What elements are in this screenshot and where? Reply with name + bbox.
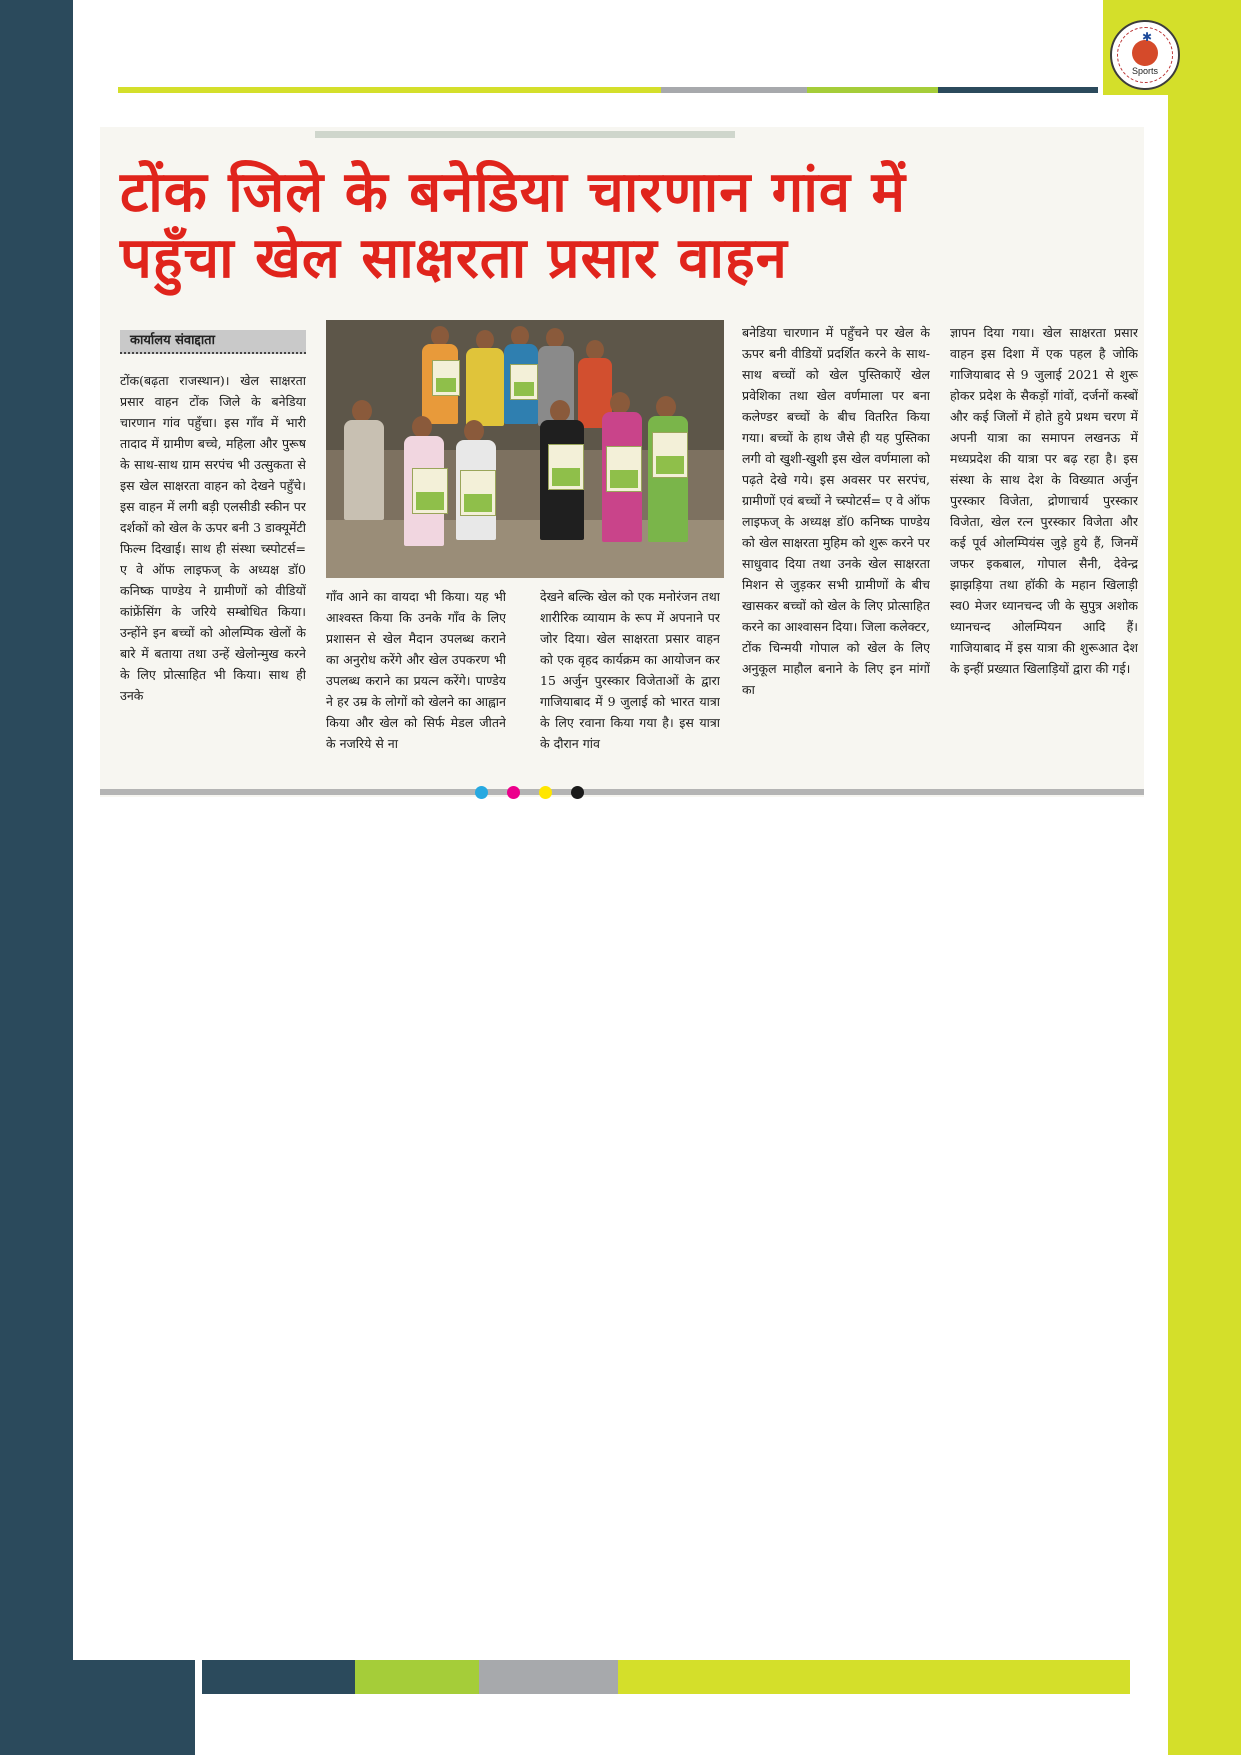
photo-booklet	[652, 432, 688, 478]
photo-head	[352, 400, 372, 422]
top-stripe-grey	[661, 87, 807, 93]
sports-logo	[1110, 20, 1180, 90]
photo-head	[431, 326, 449, 346]
print-mark-yellow	[539, 786, 552, 799]
article-column-3: देखने बल्कि खेल को एक मनोरंजन तथा शारीरिक व्यायाम के रूप में अपनाने पर जोर दिया। खेल साक्षरता प्रसार वाहन को एक वृहद कार्यक्रम का आयोजन कर 15 अर्जुन पुरस्कार विजेताओं के द्वारा गाजियाबाद में 9 जुलाई को भारत यात्रा के लिए रवाना किया गया है। इस यात्रा के दौरान गांव	[540, 589, 720, 751]
photo-booklet	[548, 444, 584, 490]
print-mark-cyan	[475, 786, 488, 799]
photo-head	[464, 420, 484, 442]
photo-head	[656, 396, 676, 418]
article-column-1: टोंक(बढ़ता राजस्थान)। खेल साक्षरता प्रसार वाहन टोंक जिले के बनेडिया चारणान गांव पहुँचा। इस गाँव में भारी तादाद में ग्रामीण बच्चे, महिला और पुरूष के साथ-साथ ग्राम सरपंच भी उत्सुकता से इस खेल साक्षरता वाहन को देखने पहुँचे। इस वाहन में लगी बड़ी एलसीडी स्कीन पर दर्शकों को खेल के ऊपर बनी 3 डाक्यूमेंटी फिल्म दिखाई। साथ ही संस्था च्स्पोटर्स= ए वे ऑफ लाइफज् के अध्यक्ष डॉ0 कनिष्क पाण्डेय ने ग्रामीणों को वीडियों कांफ्रेंसिंग के जरिये सम्बोधित किया। उन्होंने इन बच्चों को ओलम्पिक खेलों के बारे में बताया तथा उन्हें खेलोन्मुख करने के लिए प्रोत्साहित भी किया। साथ ही उनके	[120, 373, 306, 703]
photo-head	[476, 330, 494, 350]
photo-child	[344, 420, 384, 520]
clipping-bottom-rule	[100, 789, 1144, 795]
bottom-stripe-lime	[618, 1660, 1130, 1694]
article-byline: कार्यालय संवाद्दाता	[120, 330, 306, 354]
photo-booklet	[460, 470, 496, 516]
photo-head	[586, 340, 604, 360]
children-holding-booklets-photo	[326, 320, 724, 578]
top-stripe-lime	[118, 87, 661, 93]
photo-child	[466, 348, 504, 426]
bottom-stripe-green	[355, 1660, 479, 1694]
logo-person-icon: ✱	[1142, 30, 1153, 44]
left-navy-band	[0, 0, 73, 1755]
top-stripe-green	[807, 87, 938, 93]
print-mark-black	[571, 786, 584, 799]
photo-head	[610, 392, 630, 414]
logo-label: Sports	[1131, 66, 1158, 76]
clipping-top-photo-strip	[315, 131, 735, 138]
bottom-left-navy-block	[0, 1660, 195, 1755]
bottom-stripe-grey	[479, 1660, 618, 1694]
print-mark-magenta	[507, 786, 520, 799]
photo-head	[546, 328, 564, 348]
photo-booklet	[412, 468, 448, 514]
photo-booklet	[432, 360, 460, 396]
article-column-5: ज्ञापन दिया गया। खेल साक्षरता प्रसार वाहन इस दिशा में एक पहल है जोकि गाजियाबाद से 9 जुलाई 2021 से शुरू होकर प्रदेश के सैकड़ों गांवों, दर्जनों कस्बों और कई जिलों में होते हुये प्रथम चरण में अपनी यात्रा का समापन लखनऊ में मध्यप्रदेश की यात्रा पर बढ़ रहा है। इस संस्था के साथ देश के विख्यात अर्जुन पुरस्कार विजेता, द्रोणाचार्य पुरस्कार विजेता, खेल रत्न पुरस्कार विजेता और कई पूर्व ओलम्पियंस जुड़े हुये हैं, जिनमें जफर इकबाल, गोपाल सैनी, देवेन्द्र झाझड़िया तथा हॉकी के महान खिलाड़ी स्व0 मेजर ध्यानचन्द जी के सुपुत्र अशोक ध्यानचन्द ओलम्पियन आदि हैं। गाजियाबाद में इस यात्रा की शुरूआत देश के इन्हीं प्रख्यात खिलाड़ियों द्वारा की गई।	[950, 325, 1138, 676]
article-column-4: बनेडिया चारणान में पहुँचने पर खेल के ऊपर बनी वीडियों प्रदर्शित करने के साथ-साथ बच्चों को खेल पुस्तिकाऐं खेल प्रवेशिका तथा खेल वर्णमाला पर बना कलेण्डर बच्चों के बीच वितरित किया गया। बच्चों के हाथ जैसे ही यह पुस्तिका लगी वो खुशी-खुशी इस खेल वर्णमाला को पढ़ते देखे गये। इस अवसर पर सरपंच, ग्रामीणों एवं बच्चों ने च्स्पोटर्स= ए वे ऑफ लाइफज् के अध्यक्ष डॉ0 कनिष्क पाण्डेय को खेल साक्षरता मुहिम को शुरू करने पर साधुवाद दिया तथा उनके खेल साक्षरता मिशन से जुड़कर सभी ग्रामीणों के बीच खासकर बच्चों को खेल के लिए प्रोत्साहित करने का आश्वासन दिया। जिला कलेक्टर, टोंक चिन्मयी गोपाल को खेल के लिए अनुकूल माहौल बनाने के लिए इन मांगों का	[742, 325, 930, 697]
bottom-stripe-navy	[202, 1660, 355, 1694]
photo-head	[550, 400, 570, 422]
photo-head	[412, 416, 432, 438]
article-headline: टोंक जिले के बनेडिया चारणान गांव में पहुँचा खेल साक्षरता प्रसार वाहन	[120, 160, 906, 291]
photo-head	[511, 326, 529, 346]
photo-booklet	[606, 446, 642, 492]
right-lime-band	[1168, 0, 1241, 1755]
top-stripe-navy	[938, 87, 1098, 93]
photo-booklet	[510, 364, 538, 400]
article-column-2: गाँव आने का वायदा भी किया। यह भी आश्वस्त किया कि उनके गाँव के लिए प्रशासन से खेल मैदान उपलब्ध कराने का अनुरोध करेंगे और खेल उपकरण भी उपलब्ध कराने का प्रयत्न करेंगे। पाण्डेय ने हर उम्र के लोगों को खेलने का आह्वान किया और खेल को सिर्फ मेडल जीतने के नजरिये से ना	[326, 589, 506, 751]
